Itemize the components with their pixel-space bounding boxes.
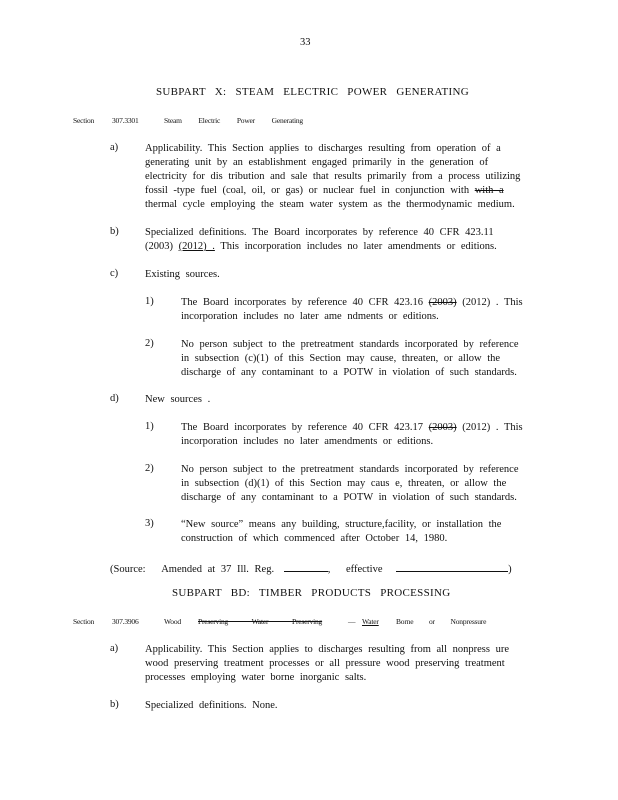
- bd-para-b-marker: b): [110, 699, 119, 710]
- para-b-rest: This incorporation includes no later amendments or editions.: [220, 241, 497, 252]
- item-d1-line2: incorporation includes no later amendments or editions.: [181, 436, 434, 447]
- effective-date-blank: [396, 560, 508, 572]
- para-a-line4: [145, 184, 504, 198]
- para-a-line: electricity for dis tribution and sale that results primarily from a process utilizing: [145, 171, 521, 182]
- para-c-marker: c): [110, 268, 119, 279]
- item-c1-line1: [181, 296, 523, 310]
- para-c-title: Existing sources.: [145, 269, 220, 280]
- para-b-line1: Specialized definitions. The Board incorporates by reference 40 CFR 423.11: [145, 227, 494, 238]
- bd-para-a-line: processes employing water borne inorganic salts.: [145, 672, 367, 683]
- item-d1-marker: 1): [145, 421, 154, 432]
- section-title: Steam Electric Power Generating: [164, 116, 303, 125]
- item-d3-line: “New source” means any building, structure,facility, or installation the: [181, 519, 502, 530]
- source-note: [110, 560, 512, 577]
- para-b-line2: [145, 240, 497, 254]
- para-a-line: generating unit by an establishment engaged primarily in the generation of: [145, 157, 489, 168]
- bd-title-word1: Wood: [164, 617, 181, 626]
- deleted-text: with a: [474, 185, 504, 196]
- para-d-title: New sources .: [145, 394, 211, 405]
- item-d2-marker: 2): [145, 463, 154, 474]
- reg-blank: [284, 560, 328, 572]
- item-d2-line: discharge of any contaminant to a POTW in violation of such standards.: [181, 492, 517, 503]
- subpart-x-heading: SUBPART X: STEAM ELECTRIC POWER GENERATING: [156, 86, 469, 98]
- para-a-line4-text: fossil -type fuel (coal, oil, or gas) or nuclear fuel in conjunction with: [145, 185, 470, 196]
- added-text: (2012) . This: [462, 297, 523, 308]
- para-b-marker: b): [110, 226, 119, 237]
- item-d2-line: No person subject to the pretreatment standards incorporated by reference: [181, 464, 519, 475]
- section-number: 307.3301: [112, 116, 139, 125]
- item-d3-marker: 3): [145, 518, 154, 529]
- section-number: 307.3906: [112, 617, 139, 626]
- para-a-marker: a): [110, 142, 119, 153]
- bd-para-a-line: wood preserving treatment processes or all pressure wood preserving treatment: [145, 658, 505, 669]
- item-c2-line: No person subject to the pretreatment standards incorporated by reference: [181, 339, 519, 350]
- item-d2-line: in subsection (d)(1) of this Section may caus e, threaten, or allow the: [181, 478, 507, 489]
- item-c2-line: discharge of any contaminant to a POTW in violation of such standards.: [181, 367, 517, 378]
- item-d1-text: The Board incorporates by reference 40 CFR 423.17: [181, 422, 424, 433]
- bd-title-rest: Borne or Nonpressure: [396, 617, 487, 626]
- bd-para-b-text: Specialized definitions. None.: [145, 700, 278, 711]
- item-c2-line: in subsection (c)(1) of this Section may cause, threaten, or allow the: [181, 353, 501, 364]
- para-a-line5: thermal cycle employing the steam water system as the thermodynamic medium.: [145, 199, 515, 210]
- item-c1-text: The Board incorporates by reference 40 CFR 423.16: [181, 297, 424, 308]
- item-d3-line: construction of which commenced after October 14, 1980.: [181, 533, 448, 544]
- source-open: (Source:: [110, 564, 146, 575]
- deleted-text: (2003): [428, 422, 457, 433]
- section-label: Section: [73, 116, 95, 125]
- bd-para-a-marker: a): [110, 643, 119, 654]
- para-b-year: (2003): [145, 241, 173, 252]
- bd-title-deleted: Preserving Water Preserving: [198, 617, 323, 626]
- added-text: (2012) .: [178, 241, 215, 252]
- source-close: ): [508, 564, 512, 575]
- item-c1-line2: incorporation includes no later ame ndments or editions.: [181, 311, 439, 322]
- bd-title-dash: —: [348, 617, 356, 626]
- section-label: Section: [73, 617, 95, 626]
- source-text: Amended at 37 Ill. Reg.: [161, 564, 275, 575]
- deleted-text: (2003): [428, 297, 457, 308]
- page-number: 33: [300, 37, 311, 48]
- para-a-line: Applicability. This Section applies to discharges resulting from operation of a: [145, 143, 501, 154]
- item-d1-line1: [181, 421, 523, 435]
- bd-title-water: Water: [362, 617, 379, 626]
- item-c2-marker: 2): [145, 338, 154, 349]
- subpart-bd-heading: SUBPART BD: TIMBER PRODUCTS PROCESSING: [172, 587, 451, 599]
- bd-para-a-line: Applicability. This Section applies to discharges resulting from all nonpress ure: [145, 644, 509, 655]
- source-effective: effective: [345, 564, 383, 575]
- para-d-marker: d): [110, 393, 119, 404]
- item-c1-marker: 1): [145, 296, 154, 307]
- added-text: (2012) . This: [462, 422, 523, 433]
- source-comma: ,: [327, 564, 331, 575]
